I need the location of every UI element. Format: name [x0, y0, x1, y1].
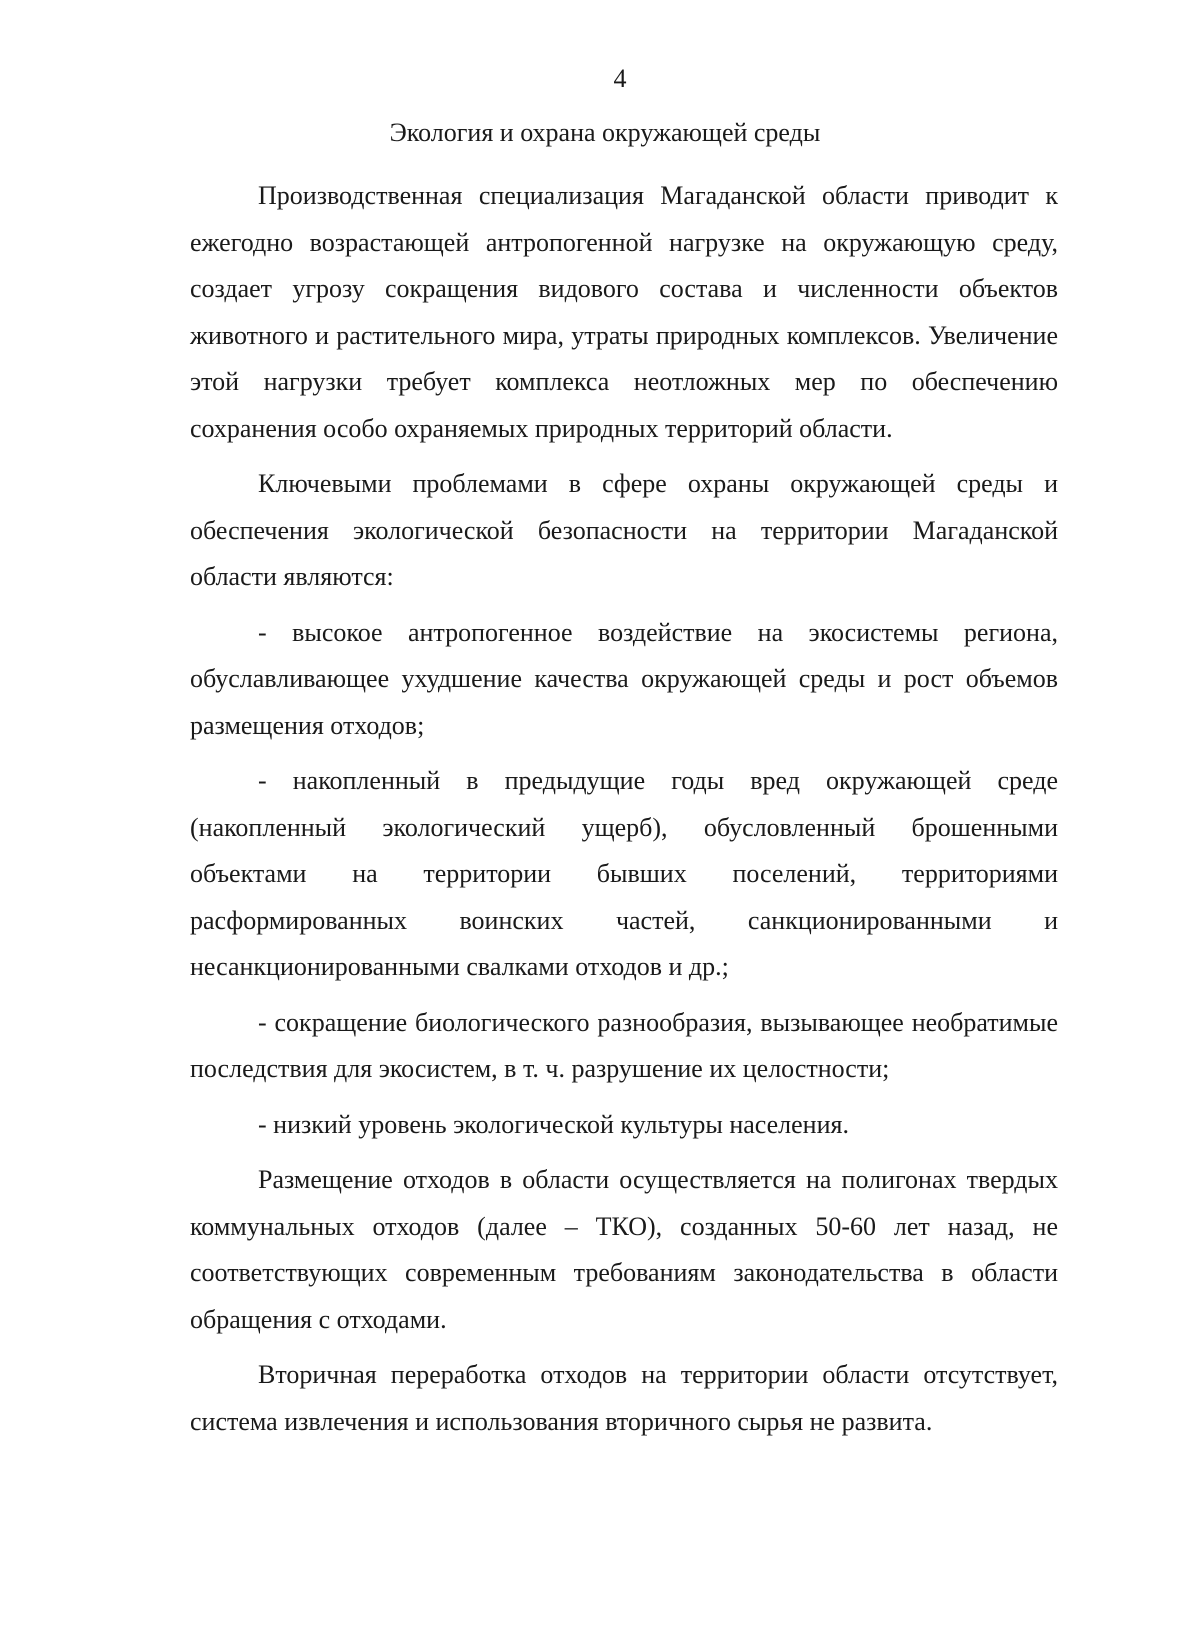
paragraph-intro: Производственная специализация Магаданской области приводит к ежегодно возрастающей антропогенной нагрузке на окружающую среду, создает угрозу сокращения видового состава и численности объектов животного и растительного мира, утраты природных комплексов. Увеличение этой нагрузки требует комплекса неотложных мер по обеспечению сохранения особо охраняемых природных территорий области.	[190, 181, 1058, 443]
list-item-accumulated-damage: - накопленный в предыдущие годы вред окружающей среде (накопленный экологический ущерб), обусловленный брошенными объектами на территории бывших поселений, территориями расформированных воинских частей, санкционированными и несанкционированными свалками отходов и др.;	[190, 766, 1058, 981]
paragraph-recycling: Вторичная переработка отходов на территории области отсутствует, система извлечения и использования вторичного сырья не развита.	[190, 1360, 1058, 1436]
document-body	[190, 173, 1058, 1445]
section-title: Экология и охрана окружающей среды	[389, 118, 821, 147]
paragraph-waste-disposal: Размещение отходов в области осуществляется на полигонах твердых коммунальных отходов (далее – ТКО), созданных 50-60 лет назад, не соответствующих современным требованиям законодательства в области обращения с отходами.	[190, 1165, 1058, 1334]
list-item-biodiversity-loss: - сокращение биологического разнообразия, вызывающее необратимые последствия для экосистем, в т. ч. разрушение их целостности;	[190, 1007, 1058, 1083]
paragraph-key-problems: Ключевыми проблемами в сфере охраны окружающей среды и обеспечения экологической безопасности на территории Магаданской области являются:	[190, 469, 1058, 591]
page-number: 4	[613, 64, 627, 93]
list-item-anthropogenic-impact: - высокое антропогенное воздействие на экосистемы региона, обуславливающее ухудшение качества окружающей среды и рост объемов размещения отходов;	[190, 617, 1058, 740]
list-item-ecological-culture: - низкий уровень экологической культуры населения.	[258, 1109, 849, 1139]
